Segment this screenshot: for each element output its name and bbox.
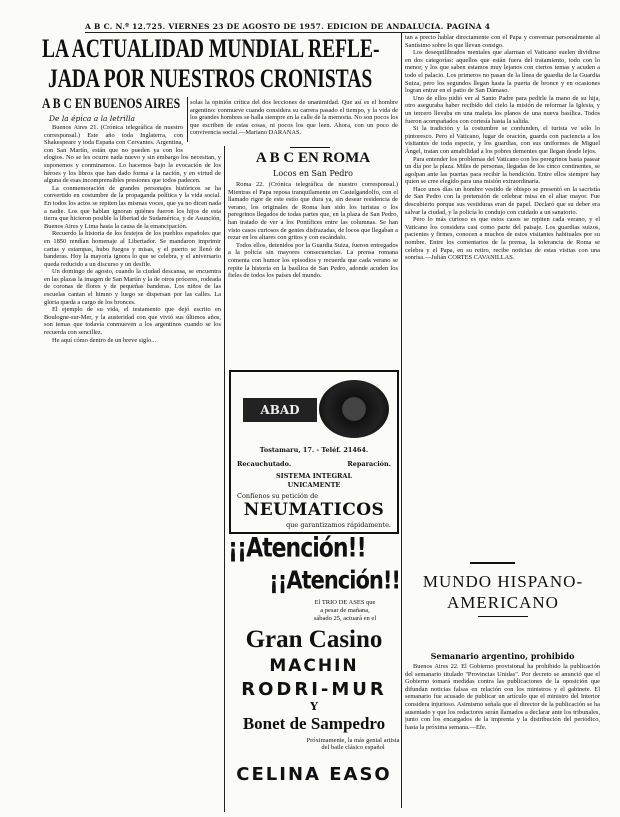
brand-logo: ABAD <box>243 398 317 422</box>
paragraph: Si la tradición y la costumbre se confunden, el turista ve sólo lo pintoresco. Pero el Vaticano, lugar de oración, guarda con paciencia a los visitantes de toda especie, y los guardias, con sus uniformes de Miguel Ángel, tratan con amabilidad a los pobres dementes que llegan desde lejos. <box>405 125 600 155</box>
paragraph: Los desequilibrados mentales que alarman el Vaticano suelen dividirse en dos categorías: aquellos que están fuera del tratamiento, todo con lo menor, y los que saben estamos muy lejanos con ciertos temas y acuden a todo el palacio. Los primeros no pasan de la línea de guardia de la Guardia Suiza, pero los segundos llegan hasta la puerta de bronce y en ocasiones logran entrar en el patio de San Dámaso. <box>405 49 600 95</box>
section-subtitle-mundo: Semanario argentino, prohibido <box>430 651 575 661</box>
paragraph: Todos ellos, detenidos por la Guardia Suiza, fueron entregados a la policía sin mayores consecuencias. La prensa romana comenta con humor los episodios y recuerda que cada verano se repite la historia en la basílica de San Pedro, adonde acuden los fieles de todos los países del mundo. <box>228 241 398 280</box>
section-subtitle-roma: Locos en San Pedro <box>273 169 353 178</box>
paragraph: solas la opinión crítica del dos lecciones de unanimidad. Que así es el hombre argentino: conmueve cuando considera su carrera pasado el tiempo, y la vida de los grandes hombres se halla siempre en la calle de la memoria. No son pocos los que escriben de estas cosas, ni pocos los que leen. Ahora, con un poco de convivencia social.—Mariano DARANAS. <box>190 99 398 137</box>
ad-system-2: UNICAMENTE <box>287 481 341 489</box>
ad-intro-3: sábado 25, actuará en el <box>313 615 377 622</box>
ad-system: SISTEMA INTEGRAL <box>275 472 353 480</box>
paragraph: Uno de ellos pidió ver al Santo Padre para pedirle la mano de su hija, otro aseguraba haber recibido del cielo la misión de reformar la Iglesia, y un tercero llevaba en una maleta los planos de una nueva basílica. Todos fueron acompañados con cortesía hasta la salida. <box>405 94 600 125</box>
page-header: A B C. N.º 12.725. VIERNES 23 DE AGOSTO DE 1957. EDICION DE ANDALUCIA. PAGINA 4 <box>85 22 491 31</box>
section-title-mundo-2: AMERICANO <box>447 593 559 612</box>
paragraph: Hace unos días un hombre vestido de obispo se presentó en la sacristía de San Pedro con la pretensión de celebrar misa en el altar mayor. Fue descubierto porque sus vestiduras eran de papel. Declaró que su deber era salvar la ciudad, y la policía lo condujo con cuidado a un sanatorio. <box>405 185 600 216</box>
headline-line-1: LA ACTUALIDAD MUNDIAL REFLE- <box>42 34 380 63</box>
ad-address: Tostamaru, 17. - Teléf. 21464. <box>259 446 369 454</box>
section-title-roma: A B C EN ROMA <box>255 150 371 166</box>
divider <box>470 562 515 564</box>
divider <box>478 616 528 617</box>
paragraph: La conmemoración de grandes personajes históricos se ha convertido en costumbre de la propaganda política y la vida social. En todos los actos se repiten las mismas voces, que ya no dicen nada a nadie. Los que hablan ignoran quiénes fueron los hijos de esta tierra que hicieron posible la libertad de Sudamérica, y de Asunción, Buenos Aires y Lima hasta la causa de la emancipación. <box>44 184 221 230</box>
ad-attention-2: ¡¡Atención!! <box>269 565 400 595</box>
article-buenos-aires <box>44 124 221 812</box>
ad-act-2: RODRI-MUR <box>241 679 387 700</box>
ad-product: NEUMATICOS <box>243 500 385 520</box>
paragraph: He aquí cómo dentro de un breve siglo... <box>52 336 156 344</box>
article-continuation <box>190 99 398 144</box>
headline-line-2: JADA POR NUESTROS CRONISTAS <box>48 64 373 93</box>
ad-service-right: Reparación. <box>347 460 391 468</box>
paragraph: El ejemplo de su vida, el testamento que dejó escrito en Boulogne-sur-Mer, y la austeridad con que vivió sus últimos años, son temas que todavía conmueven a los argentinos cuando se los recuerda con sencillez. <box>44 306 221 337</box>
ad-service-left: Recauchutado. <box>237 460 292 468</box>
paragraph: Buenos Aires 21. (Crónica telegráfica de nuestro corresponsal.) Este año toda Inglaterra, con Shakespeare y toda España con Cervantes. Argentina, con San Martín, están que no pueden ya con los elogios. No se les ocurre nada nuevo y sin embargo los necesitan, y suponemos y conminamos. Lo hacemos bajo la evocación de los héroes y los libros que han dado forma a la nación, y en virtud de alguna de esas incomprensibles presiones que todos padecen. <box>44 124 221 185</box>
advertisement-tires <box>229 370 399 534</box>
ad-and: Y <box>310 700 318 713</box>
ad-venue: Gran Casino <box>245 626 383 653</box>
ad-soon: Próximamente, la más genial artista del baile clásico español <box>306 737 400 751</box>
section-subtitle-buenos-aires: De la épica a la letrilla <box>49 114 135 123</box>
paragraph: Pero lo más curioso es que estos casos se repiten cada verano, y el Vaticano los considera casi como parte del paisaje. Los guardias suizos, pacientes y firmes, conocen a muchos de estos visitantes habituales por su nombre. Entre los comentarios de la prensa, la tolerancia de Roma se celebra y el Papa, en su retiro, recibe noticias de estas visitas con una sonrisa.—Julián CORTES CAVANILLAS. <box>405 216 600 262</box>
ad-intro-2: a pesar de mañana, <box>320 607 370 614</box>
paragraph: Un domingo de agosto, cuando la ciudad descansa, se encuentra en las plazas la imagen de San Martín y la de otros próceres, rodeada de coronas de flores y de pequeñas banderas. Los niños de las escuelas cantan el himno y luego se dispersan por las calles. La gloria queda a cargo de los bronces. <box>44 268 221 306</box>
paragraph: Roma 22. (Crónica telegráfica de nuestro corresponsal.) Mientras el Papa reposa tranquilamente en Castelgandolfo, con el llamado rigor de este estío que dura ya, sin desear residencia de verano, los originales de Roma han sido los turistas o los peregrinos llegados de todas partes que, en la plaza de San Pedro, han tratado de ver a los Pontífices entre las columnas. Se han visto casos curiosos de gentes disfrazadas, de locos que llegaban a rezar en los altares con gritos y con escándalo. <box>228 181 398 242</box>
ad-guarantee: que garantizamos rápidamente. <box>286 521 391 529</box>
ad-trust: Confíenos su petición de <box>237 492 319 500</box>
article-roma <box>228 181 398 363</box>
ad-intro-1: El TRIO DE ASES que <box>314 599 376 606</box>
ad-star: CELINA EASO <box>236 764 392 785</box>
paragraph: Buenos Aires 22. El Gobierno provisional ha prohibido la publicación del semanario titulado "Provincias Unidas". Por decreto se anunció que el Gobierno tomará medidas contra las publicaciones de la oposición que difundan noticias falsas en relación con los ministros y el gabinete. El semanario fue acusado de publicar un artículo que el ministro del Interior considera injurioso. Asimismo señala que el director de la publicación se ha ausentado y que los redactores serán llamados a declarar ante los tribunales, junto con los encargados de la imprenta y la distribución del periódico, hasta la próxima semana.—Efe. <box>405 663 600 731</box>
divider <box>290 147 330 148</box>
ad-attention-1: ¡¡Atención!! <box>228 533 366 564</box>
paragraph: Para entender los problemas del Vaticano con los peregrinos basta pasear un día por la plaza. Miles de personas, llegadas de los cinco continentes, se agolpan ante las puertas para recibir la bendición. Entre ellos siempre hay quien se cree elegido para una misión extraordinaria. <box>405 155 600 186</box>
advertisement-casino <box>228 534 400 812</box>
section-title-buenos-aires: A B C EN BUENOS AIRES <box>42 96 181 112</box>
article-mundo <box>405 663 600 808</box>
section-title-mundo-1: MUNDO HISPANO- <box>422 572 584 591</box>
column-rule <box>224 146 225 812</box>
column-rule <box>401 33 402 808</box>
ad-act-3: Bonet de Sampedro <box>242 714 386 733</box>
paragraph: tan a precio hablar directamente con el Papa y conversar personalmente al Santísimo sobre lo que llevan consigo. <box>405 34 600 49</box>
ad-act-1: MACHIN <box>269 656 359 676</box>
article-vaticano <box>405 34 600 558</box>
paragraph: Recuerdo la historia de los festejos de los pueblos españoles que en 1850 rendían homenaje al Libertador. Se mandaron imprimir cartas y estampas, hubo fuegos y misas, y el puerto se llenó de banderas. Hoy la mayoría ignora lo que se celebra, y el aniversario queda reducido a un discurso y un desfile. <box>44 230 221 268</box>
tire-icon <box>319 380 389 438</box>
